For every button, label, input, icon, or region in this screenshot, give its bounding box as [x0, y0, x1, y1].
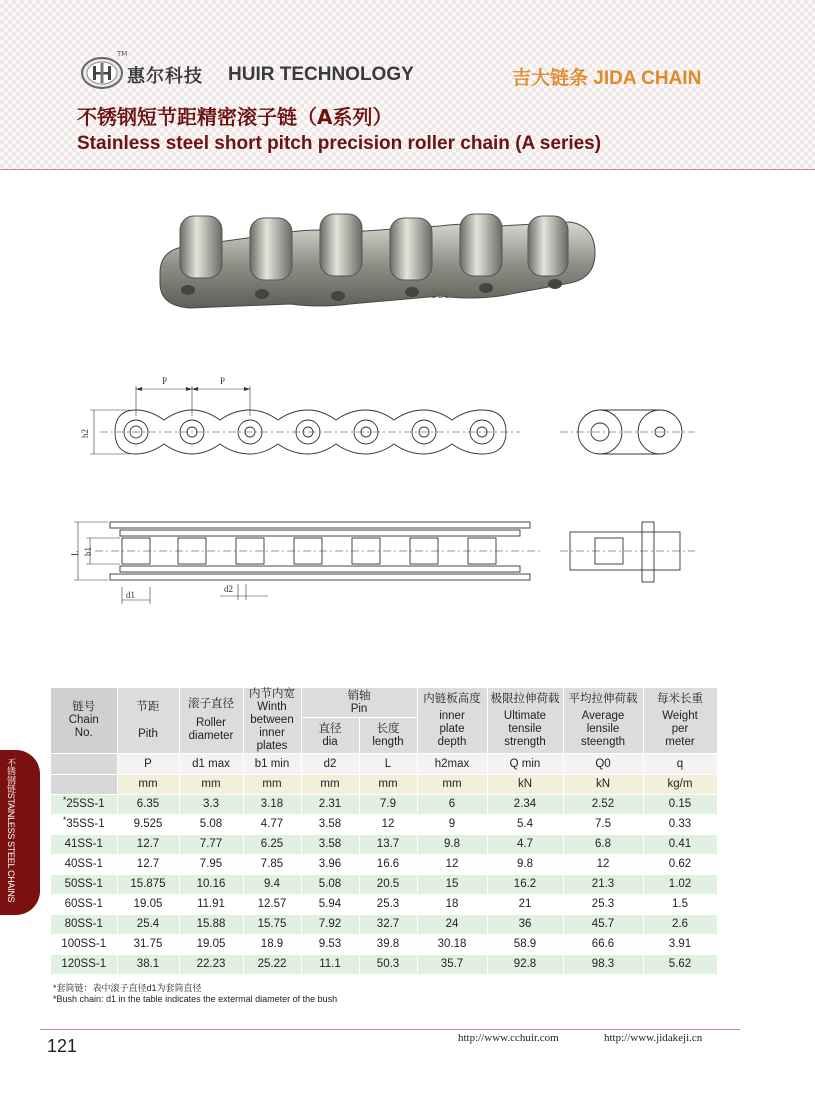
chain-no-cell: [51, 855, 117, 875]
header-chain-en: Chain: [68, 714, 99, 726]
table-row: [51, 935, 717, 955]
value-cell: 0.41: [643, 835, 717, 855]
value-cell: 39.8: [359, 935, 417, 955]
chain-no-text: 100SS-1: [61, 938, 107, 950]
chain-no-cell: [51, 955, 117, 975]
value-cell: 7.95: [179, 855, 243, 875]
table-notes: [53, 983, 337, 1005]
table-row: [51, 795, 717, 815]
value-cell: 1.02: [643, 875, 717, 895]
value-cell: 25.3: [359, 895, 417, 915]
chain-no-text: 120SS-1: [61, 958, 107, 970]
value-cell: 18: [417, 895, 487, 915]
header-dia-en: dia: [322, 735, 338, 748]
value-cell: 11.91: [179, 895, 243, 915]
value-cell: 7.5: [563, 815, 643, 835]
value-cell: 2.31: [301, 795, 359, 815]
value-cell: 92.8: [487, 955, 563, 975]
value-cell: 0.62: [643, 855, 717, 875]
value-cell: 24: [417, 915, 487, 935]
header-pin-dia: [301, 718, 359, 754]
symbol-cell: d2: [301, 754, 359, 775]
value-cell: 9: [417, 815, 487, 835]
header-pitch-en: Pith: [138, 727, 158, 740]
value-cell: 1.5: [643, 895, 717, 915]
table-row: [51, 915, 717, 935]
value-cell: 12: [563, 855, 643, 875]
value-cell: 2.34: [487, 795, 563, 815]
value-cell: 25.4: [117, 915, 179, 935]
value-cell: 12.57: [243, 895, 301, 915]
header-roller-cn: 滚子直径: [188, 698, 234, 710]
note-en: *Bush chain: d1 in the table indicates the extermal diameter of the bush: [53, 994, 338, 1004]
header-pitch-cn: 节距: [136, 700, 160, 713]
value-cell: 36: [487, 915, 563, 935]
header-width-en: inner: [259, 727, 285, 739]
value-cell: 3.3: [179, 795, 243, 815]
chain-no-text: 50SS-1: [64, 878, 103, 890]
plate-marking: GOSS: [430, 290, 457, 300]
jida-chain-brand: 吉大链条 JIDA CHAIN: [512, 68, 702, 89]
symbol-cell: P: [117, 754, 179, 775]
footer-divider: [40, 1029, 740, 1030]
chain-no-text: 40SS-1: [64, 858, 103, 870]
value-cell: 12.7: [117, 855, 179, 875]
symbol-row: [51, 754, 717, 775]
value-cell: 10.16: [179, 875, 243, 895]
blank-cell: [51, 754, 117, 775]
value-cell: 4.77: [243, 815, 301, 835]
header-width-en: between: [250, 714, 294, 726]
chain-no-cell: [51, 875, 117, 895]
unit-row: [51, 775, 717, 795]
footer-link-jidakeji[interactable]: http://www.jidakeji.cn: [604, 1032, 703, 1044]
footer-link-cchuir[interactable]: http://www.cchuir.com: [458, 1032, 559, 1044]
table-row: [51, 955, 717, 975]
value-cell: 5.94: [301, 895, 359, 915]
chain-no-text: 25SS-1: [66, 798, 105, 810]
value-cell: 21: [487, 895, 563, 915]
unit-cell: kN: [563, 775, 643, 795]
value-cell: 18.9: [243, 935, 301, 955]
header-roller: [179, 688, 243, 754]
value-cell: 15: [417, 875, 487, 895]
pitch-label: P: [220, 376, 226, 386]
value-cell: 0.33: [643, 815, 717, 835]
value-cell: 6.25: [243, 835, 301, 855]
value-cell: 45.7: [563, 915, 643, 935]
value-cell: 19.05: [117, 895, 179, 915]
value-cell: 3.58: [301, 835, 359, 855]
value-cell: 3.58: [301, 815, 359, 835]
value-cell: 5.62: [643, 955, 717, 975]
value-cell: 9.53: [301, 935, 359, 955]
value-cell: 5.4: [487, 815, 563, 835]
value-cell: 25.3: [563, 895, 643, 915]
spec-table: [51, 688, 718, 975]
value-cell: 66.6: [563, 935, 643, 955]
blank-cell: [51, 775, 117, 795]
header-ultimate-cn: 极限拉伸荷载: [490, 692, 560, 705]
huir-logo-icon: [81, 57, 123, 89]
note-cn: *套筒链：表中滚子直径d1为套筒直径: [53, 983, 202, 993]
value-cell: 19.05: [179, 935, 243, 955]
value-cell: 16.6: [359, 855, 417, 875]
plate-marking: GOSS: [285, 294, 312, 304]
page-title-en: Stainless steel short pitch precision roller chain (A series): [77, 133, 602, 154]
bush-chain-marker: *: [62, 795, 67, 805]
value-cell: 9.8: [417, 835, 487, 855]
header-length-en: length: [372, 735, 404, 748]
header-pin-en: Pin: [350, 702, 368, 715]
header-weight-en: meter: [665, 735, 695, 748]
value-cell: 3.18: [243, 795, 301, 815]
value-cell: 7.77: [179, 835, 243, 855]
value-cell: 15.75: [243, 915, 301, 935]
unit-cell: kN: [487, 775, 563, 795]
value-cell: 35.7: [417, 955, 487, 975]
unit-cell: kg/m: [643, 775, 717, 795]
value-cell: 9.525: [117, 815, 179, 835]
header-weight-cn: 每米长重: [657, 692, 703, 705]
header-weight: [643, 688, 717, 754]
value-cell: 50.3: [359, 955, 417, 975]
side-tab-label: 不锈钢链STAINLESS STEEL CHAINS: [6, 758, 16, 903]
value-cell: 21.3: [563, 875, 643, 895]
symbol-cell: Q0: [563, 754, 643, 775]
symbol-cell: h2max: [417, 754, 487, 775]
value-cell: 6: [417, 795, 487, 815]
bush-chain-marker: *: [62, 815, 67, 825]
header-chain-no: [51, 688, 117, 754]
header-average-en: Average: [581, 709, 625, 722]
table-row: [51, 815, 717, 835]
unit-cell: mm: [179, 775, 243, 795]
value-cell: 7.92: [301, 915, 359, 935]
chain-no-cell: [51, 835, 117, 855]
value-cell: 98.3: [563, 955, 643, 975]
header-average-strength: [563, 688, 643, 754]
table-row: [51, 895, 717, 915]
chain-no-cell: [51, 915, 117, 935]
header-plate-cn: 内链板高度: [423, 692, 481, 705]
value-cell: 58.9: [487, 935, 563, 955]
value-cell: 20.5: [359, 875, 417, 895]
value-cell: 3.96: [301, 855, 359, 875]
header-pitch: [117, 688, 179, 754]
value-cell: 6.8: [563, 835, 643, 855]
value-cell: 15.88: [179, 915, 243, 935]
header-weight-en: per: [671, 722, 689, 735]
header-average-en: steength: [580, 735, 626, 748]
d1-label: d1: [126, 590, 135, 600]
header-width: [243, 688, 301, 754]
header-width-cn: 内节内宽: [249, 688, 295, 700]
value-cell: 16.2: [487, 875, 563, 895]
header-pin: [301, 688, 417, 718]
symbol-cell: L: [359, 754, 417, 775]
unit-cell: mm: [117, 775, 179, 795]
header-plate-depth: [417, 688, 487, 754]
header-average-cn: 平均拉伸荷载: [568, 692, 638, 705]
header-ultimate-en: strength: [504, 735, 546, 748]
h2-label: h2: [80, 429, 90, 438]
value-cell: 2.6: [643, 915, 717, 935]
header-ultimate-strength: [487, 688, 563, 754]
chain-dimension-drawing: [70, 372, 710, 612]
header-ultimate-en: tensile: [508, 722, 542, 735]
brand-name-en: HUIR TECHNOLOGY: [228, 64, 414, 85]
header-divider: [0, 169, 815, 170]
value-cell: 6.35: [117, 795, 179, 815]
value-cell: 11.1: [301, 955, 359, 975]
header-width-en: Winth: [257, 701, 287, 713]
header-plate-en: depth: [437, 735, 467, 748]
chain-photo-illustration: [150, 208, 600, 328]
header-pin-length: [359, 718, 417, 754]
b1-label: b1: [83, 547, 93, 556]
L-label: L: [70, 550, 80, 556]
value-cell: 4.7: [487, 835, 563, 855]
value-cell: 13.7: [359, 835, 417, 855]
table-row: [51, 875, 717, 895]
d2-label: d2: [224, 584, 233, 594]
trademark-mark: TM: [117, 50, 128, 58]
header-dia-cn: 直径: [318, 722, 342, 735]
symbol-cell: b1 min: [243, 754, 301, 775]
header-average-en: lensile: [586, 722, 620, 735]
pitch-label: P: [162, 376, 168, 386]
chain-no-cell: [51, 895, 117, 915]
chain-no-text: 80SS-1: [64, 918, 103, 930]
value-cell: 22.23: [179, 955, 243, 975]
page-title-cn: 不锈钢短节距精密滚子链（A系列）: [77, 105, 393, 129]
value-cell: 5.08: [179, 815, 243, 835]
header-plate-en: inner: [439, 709, 465, 722]
value-cell: 15.875: [117, 875, 179, 895]
unit-cell: mm: [417, 775, 487, 795]
value-cell: 25.22: [243, 955, 301, 975]
header-plate-en: plate: [439, 722, 465, 735]
header-chain-en: No.: [74, 727, 93, 739]
value-cell: 2.52: [563, 795, 643, 815]
chain-no-text: 35SS-1: [66, 818, 105, 830]
value-cell: 9.8: [487, 855, 563, 875]
chain-no-text: 41SS-1: [64, 838, 103, 850]
value-cell: 5.08: [301, 875, 359, 895]
value-cell: 30.18: [417, 935, 487, 955]
value-cell: 3.91: [643, 935, 717, 955]
header-roller-en: Roller: [195, 717, 227, 729]
value-cell: 31.75: [117, 935, 179, 955]
value-cell: 12.7: [117, 835, 179, 855]
header-length-cn: 长度: [376, 722, 400, 735]
header-weight-en: Weight: [662, 709, 698, 722]
unit-cell: mm: [359, 775, 417, 795]
table-row: [51, 835, 717, 855]
symbol-cell: Q min: [487, 754, 563, 775]
value-cell: 7.85: [243, 855, 301, 875]
chain-no-text: 60SS-1: [64, 898, 103, 910]
chain-no-cell: [51, 815, 117, 835]
page-number: 121: [47, 1036, 78, 1056]
table-row: [51, 855, 717, 875]
symbol-cell: d1 max: [179, 754, 243, 775]
header-ultimate-en: Ultimate: [503, 709, 547, 722]
brand-name-cn: 惠尔科技: [127, 66, 203, 87]
unit-cell: mm: [301, 775, 359, 795]
unit-cell: mm: [243, 775, 301, 795]
header-roller-en: diameter: [188, 730, 234, 742]
section-side-tab: [0, 750, 40, 915]
header-chain-cn: 链号: [72, 701, 96, 713]
value-cell: 38.1: [117, 955, 179, 975]
chain-no-cell: [51, 795, 117, 815]
chain-no-cell: [51, 935, 117, 955]
symbol-cell: q: [643, 754, 717, 775]
header-pin-cn: 销轴: [347, 689, 371, 702]
value-cell: 0.15: [643, 795, 717, 815]
value-cell: 32.7: [359, 915, 417, 935]
value-cell: 9.4: [243, 875, 301, 895]
header-width-en: plates: [256, 740, 288, 752]
value-cell: 12: [417, 855, 487, 875]
value-cell: 7.9: [359, 795, 417, 815]
value-cell: 12: [359, 815, 417, 835]
